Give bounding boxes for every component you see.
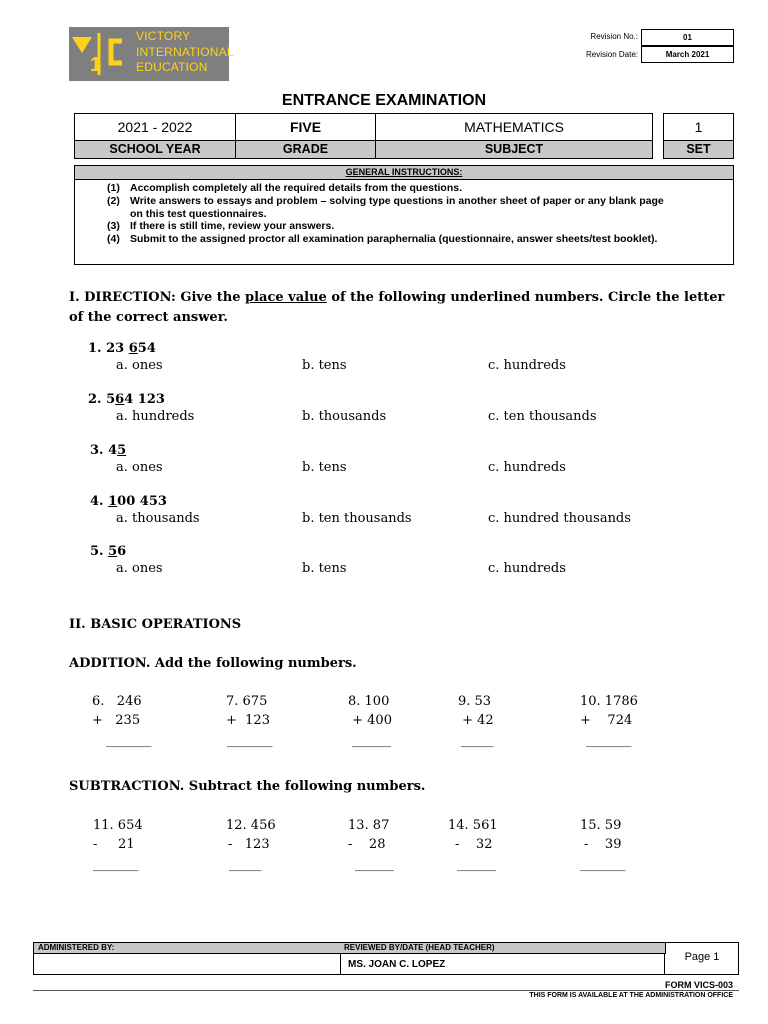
addition-problem-line2: + 123	[226, 713, 270, 728]
page-title: ENTRANCE EXAMINATION	[281, 92, 487, 109]
subtraction-problem-line2: - 21	[93, 837, 135, 852]
option-c[interactable]: c. hundred thousands	[488, 511, 631, 526]
option-b[interactable]: b. thousands	[302, 409, 387, 424]
instruction-text: Submit to the assigned proctor all examination paraphernalia (questionnaire, answer sheets/test booklet).	[130, 233, 658, 245]
answer-blank[interactable]: _______	[227, 733, 273, 748]
footer-divider	[33, 990, 739, 991]
revision-date-label: Revision Date:	[585, 50, 638, 59]
subtraction-problem-line2: - 123	[228, 837, 270, 852]
answer-blank[interactable]: _____	[461, 733, 494, 748]
question-number: 2.	[88, 392, 102, 407]
general-instructions	[74, 165, 734, 265]
addition-problem-line2: + 42	[458, 713, 494, 728]
reviewed-by-label: REVIEWED BY/DATE (HEAD TEACHER)	[340, 943, 666, 954]
underlined-digit: 6	[128, 341, 138, 356]
set-value: 1	[663, 113, 734, 141]
question-number: 5.	[90, 544, 104, 559]
addition-problem-line2: + 235	[92, 713, 141, 728]
administered-by-label: ADMINISTERED BY:	[34, 943, 344, 954]
logo-line-1: VICTORY	[136, 29, 191, 43]
logo-line-2: INTERNATIONAL	[136, 44, 234, 59]
subtraction-problem-line1: 11. 654	[93, 818, 143, 833]
svg-text:1: 1	[90, 54, 102, 76]
addition-problem-line1: 9. 53	[458, 694, 492, 709]
answer-blank[interactable]: _______	[106, 733, 152, 748]
subtraction-problem-line1: 15. 59	[580, 818, 622, 833]
question-number: 4.	[90, 494, 104, 509]
subtraction-problem-line1: 12. 456	[226, 818, 276, 833]
part1-direction	[69, 288, 729, 328]
option-c[interactable]: c. hundreds	[488, 561, 566, 576]
underlined-digit: 6	[115, 392, 125, 407]
direction-prefix: I. DIRECTION: Give the	[69, 290, 246, 305]
subtraction-problem-line2: - 28	[348, 837, 386, 852]
number-part: 6	[117, 544, 127, 559]
answer-blank[interactable]: _______	[580, 857, 626, 872]
part2-heading: II. BASIC OPERATIONS	[69, 617, 242, 632]
question-number: 3.	[90, 443, 104, 458]
administered-by-field[interactable]	[34, 954, 341, 974]
number-part: 23	[106, 341, 129, 356]
direction-suffix: of the following underlined numbers. Circle the letter of the correct answer.	[69, 290, 725, 325]
logo-text	[136, 29, 234, 76]
underlined-digit: 1	[108, 494, 118, 509]
number-part: 5	[106, 392, 116, 407]
subtraction-heading: SUBTRACTION. Subtract the following numbers.	[69, 779, 426, 794]
answer-blank[interactable]: _______	[586, 733, 632, 748]
subject-label: SUBJECT	[375, 140, 653, 159]
number-part: 4 123	[124, 392, 165, 407]
school-year-label: SCHOOL YEAR	[74, 140, 236, 159]
page-number: Page 1	[684, 951, 720, 963]
form-note: THIS FORM IS AVAILABLE AT THE ADMINISTRATION OFFICE	[529, 992, 733, 999]
instruction-num: (3)	[107, 220, 120, 232]
addition-problem-line1: 8. 100	[348, 694, 390, 709]
addition-problem-line2: + 724	[580, 713, 633, 728]
option-c[interactable]: c. ten thousands	[488, 409, 597, 424]
vie-logo-mark-icon	[69, 27, 125, 81]
instruction-text: Accomplish completely all the required details from the questions.	[130, 182, 462, 194]
grade-label: GRADE	[235, 140, 376, 159]
question-2	[88, 392, 165, 407]
subtraction-problem-line1: 14. 561	[448, 818, 498, 833]
reviewer-name: MS. JOAN C. LOPEZ	[340, 954, 665, 974]
revision-date-value: March 2021	[641, 46, 734, 63]
option-b[interactable]: b. ten thousands	[302, 511, 412, 526]
addition-problem-line1: 7. 675	[226, 694, 268, 709]
answer-blank[interactable]: _______	[93, 857, 139, 872]
option-a[interactable]: a. hundreds	[116, 409, 195, 424]
number-part: 54	[137, 341, 156, 356]
question-5	[90, 544, 126, 559]
set-label: SET	[663, 140, 734, 159]
question-number: 1.	[88, 341, 102, 356]
question-3	[90, 443, 126, 458]
answer-blank[interactable]: ______	[355, 857, 394, 872]
school-year-value: 2021 - 2022	[74, 113, 236, 141]
answer-blank[interactable]: ______	[352, 733, 391, 748]
instruction-num: (2)	[107, 195, 120, 207]
option-a[interactable]: a. ones	[116, 460, 163, 475]
instruction-text: If there is still time, review your answers.	[130, 220, 335, 232]
grade-value: FIVE	[235, 113, 376, 141]
logo-line-3: EDUCATION	[136, 60, 208, 74]
option-a[interactable]: a. ones	[116, 358, 163, 373]
subtraction-problem-line2: - 32	[455, 837, 493, 852]
option-b[interactable]: b. tens	[302, 561, 347, 576]
revision-no-label: Revision No.:	[590, 32, 638, 41]
form-id: FORM VICS-003	[664, 980, 733, 990]
underlined-digit: 5	[117, 443, 127, 458]
direction-underlined: place value	[245, 290, 327, 305]
addition-problem-line1: 10. 1786	[580, 694, 638, 709]
addition-problem-line2: + 400	[348, 713, 392, 728]
option-a[interactable]: a. thousands	[116, 511, 200, 526]
addition-problem-line1: 6. 246	[92, 694, 142, 709]
option-c[interactable]: c. hundreds	[488, 358, 566, 373]
answer-blank[interactable]: _____	[229, 857, 262, 872]
question-4	[90, 494, 167, 509]
instructions-heading: GENERAL INSTRUCTIONS:	[75, 166, 733, 180]
answer-blank[interactable]: ______	[457, 857, 496, 872]
option-c[interactable]: c. hundreds	[488, 460, 566, 475]
question-1	[88, 341, 156, 356]
subtraction-problem-line2: - 39	[584, 837, 622, 852]
instruction-text: Write answers to essays and problem – solving type questions in another sheet of paper or any blank page on this test questionnaires.	[130, 195, 664, 220]
underlined-digit: 5	[108, 544, 118, 559]
school-logo	[69, 27, 234, 81]
number-part: 4	[108, 443, 118, 458]
instruction-num: (1)	[107, 182, 120, 194]
footer-table	[33, 942, 739, 975]
number-part: 00 453	[117, 494, 167, 509]
subtraction-problem-line1: 13. 87	[348, 818, 390, 833]
revision-no-value: 01	[641, 29, 734, 46]
subject-value: MATHEMATICS	[375, 113, 653, 141]
option-b[interactable]: b. tens	[302, 460, 347, 475]
option-a[interactable]: a. ones	[116, 561, 163, 576]
instruction-num: (4)	[107, 233, 120, 245]
option-b[interactable]: b. tens	[302, 358, 347, 373]
addition-heading: ADDITION. Add the following numbers.	[69, 656, 357, 671]
